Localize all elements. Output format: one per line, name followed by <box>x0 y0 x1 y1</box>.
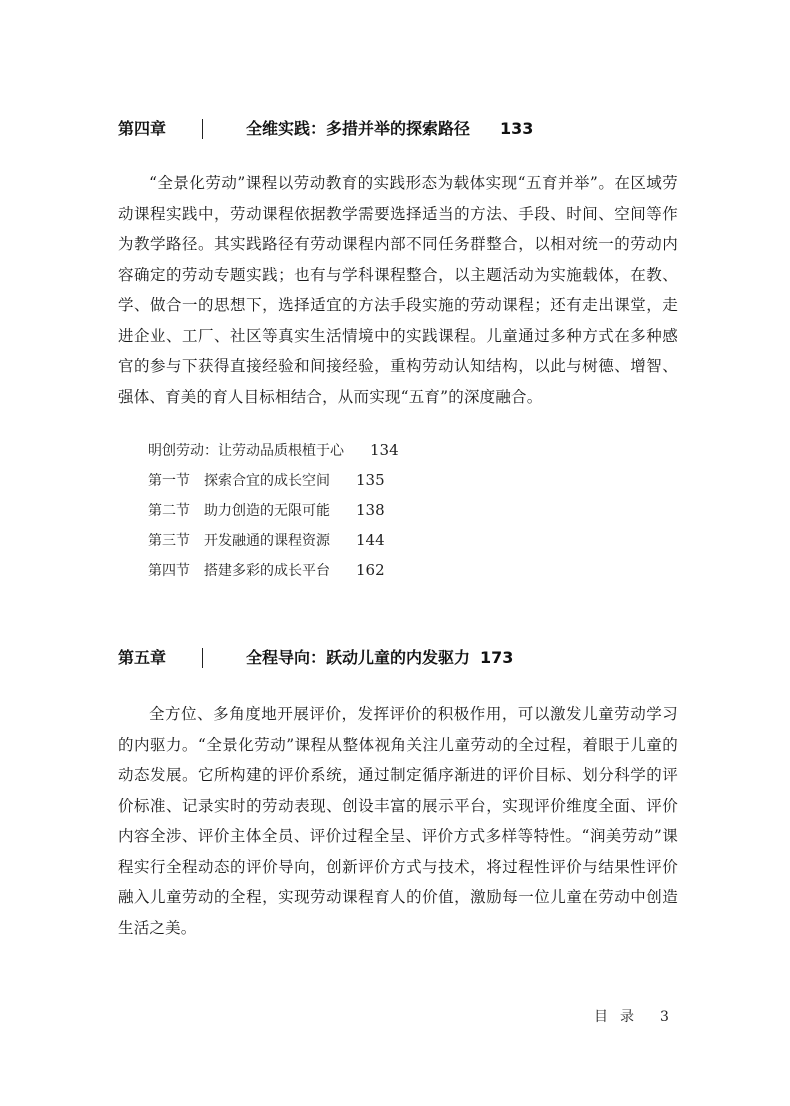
toc-entry-section: 第三节 <box>148 533 190 549</box>
footer-label: 目录 <box>594 1009 646 1025</box>
toc-entry-section: 第四节 <box>148 563 190 579</box>
chapter-label: 第四章 <box>118 119 167 138</box>
toc-entry[interactable] <box>148 525 399 555</box>
toc-entry-title: 搭建多彩的成长平台 <box>204 563 330 579</box>
heading-divider <box>202 119 203 139</box>
toc-entry[interactable] <box>148 555 399 585</box>
toc-entry-page: 144 <box>356 531 385 549</box>
toc-entry-page: 138 <box>356 501 385 519</box>
toc-entry-page: 134 <box>370 441 399 459</box>
chapter-title: 全程导向：跃动儿童的内发驱力 <box>246 648 471 667</box>
chapter-label: 第五章 <box>118 648 167 667</box>
toc-entry-page: 162 <box>356 561 385 579</box>
toc-entry-title: 助力创造的无限可能 <box>204 503 330 519</box>
toc-entry-page: 135 <box>356 471 385 489</box>
chapter-4-paragraph: “全景化劳动”课程以劳动教育的实践形态为载体实现“五育并举”。在区域劳动课程实践中，劳动课程依据教学需要选择适当的方法、手段、时间、空间等作为教学路径。其实践路径有劳动课程内部不同任务群整合，以相对统一的劳动内容确定的劳动专题实践；也有与学科课程整合，以主题活动为实施载体，在教、学、做合一的思想下，选择适宜的方法手段实施的劳动课程；还有走出课堂，走进企业、工厂、社区等真实生活情境中的实践课程。儿童通过多种方式在多种感官的参与下获得直接经验和间接经验，重构劳动认知结构，以此与树德、增智、强体、育美的育人目标相结合，从而实现“五育”的深度融合。 <box>118 174 678 406</box>
chapter-page-number: 133 <box>500 119 534 138</box>
toc-entry-title: 探索合宜的成长空间 <box>204 473 330 489</box>
page-footer <box>594 1006 669 1026</box>
toc-entry-section: 第二节 <box>148 503 190 519</box>
heading-divider <box>202 648 203 668</box>
toc-entry-title: 明创劳动：让劳动品质根植于心 <box>148 443 344 459</box>
chapter-page-number: 173 <box>480 648 514 667</box>
chapter-4-toc <box>148 435 399 585</box>
chapter-title: 全维实践：多措并举的探索路径 <box>246 119 471 138</box>
toc-entry-section: 第一节 <box>148 473 190 489</box>
toc-entry-title: 开发融通的课程资源 <box>204 533 330 549</box>
toc-entry[interactable] <box>148 495 399 525</box>
toc-entry[interactable] <box>148 465 399 495</box>
chapter-5-paragraph: 全方位、多角度地开展评价，发挥评价的积极作用，可以激发儿童劳动学习的内驱力。“全景化劳动”课程从整体视角关注儿童劳动的全过程，着眼于儿童的动态发展。它所构建的评价系统，通过制定循序渐进的评价目标、划分科学的评价标准、记录实时的劳动表现、创设丰富的展示平台，实现评价维度全面、评价内容全涉、评价主体全员、评价过程全呈、评价方式多样等特性。“润美劳动”课程实行全程动态的评价导向，创新评价方式与技术，将过程性评价与结果性评价融入儿童劳动的全程，实现劳动课程育人的价值，激励每一位儿童在劳动中创造生活之美。 <box>118 705 678 937</box>
footer-page-number: 3 <box>660 1009 669 1025</box>
toc-entry[interactable] <box>148 435 399 465</box>
